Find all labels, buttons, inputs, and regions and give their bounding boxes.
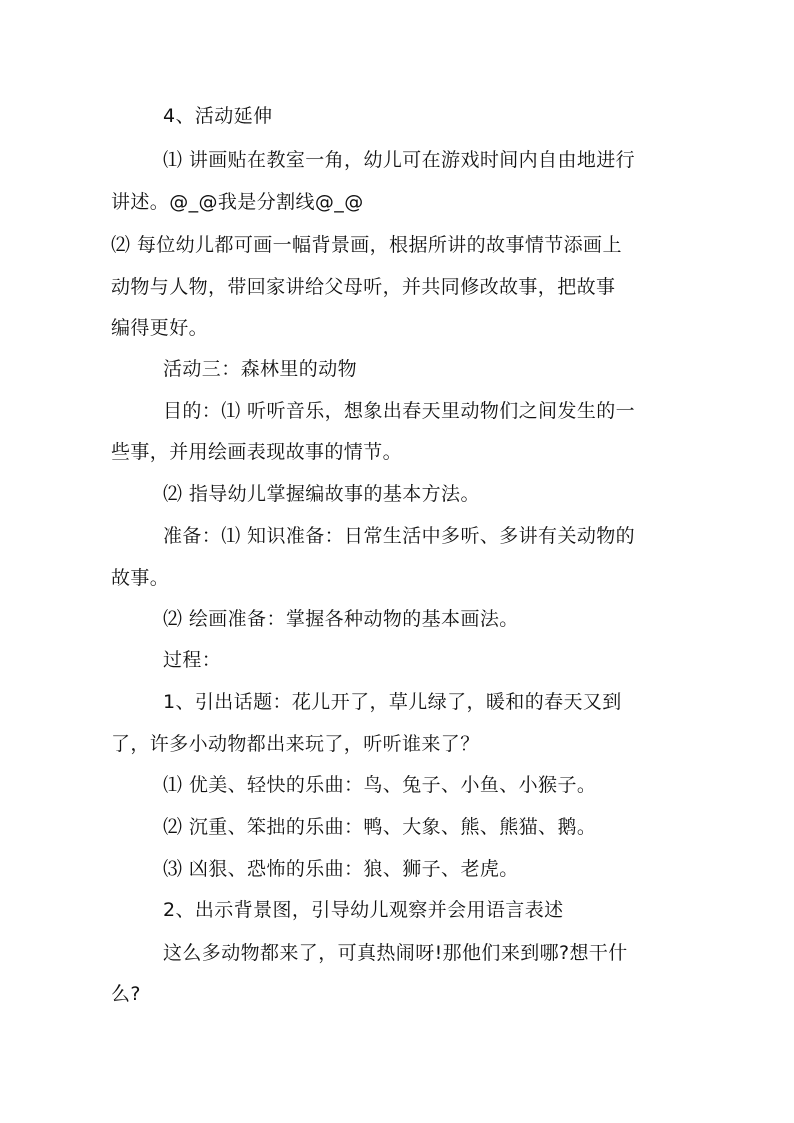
- list-item: ⑶ 凶狠、恐怖的乐曲：狼、狮子、老虎。: [163, 858, 519, 880]
- paragraph-line: 故事。: [111, 567, 170, 589]
- paragraph-line: ⑵ 绘画准备：掌握各种动物的基本画法。: [163, 608, 519, 630]
- paragraph-line: 讲述。@_@我是分割线@_@: [111, 191, 364, 213]
- section-heading-process: 过程：: [163, 649, 222, 671]
- paragraph-line: ⑵ 指导幼儿掌握编故事的基本方法。: [163, 483, 480, 505]
- paragraph-line: 这么多动物都来了，可真热闹呀!那他们来到哪?想干什: [163, 942, 628, 964]
- section-heading-activity-three: 活动三：森林里的动物: [163, 358, 358, 380]
- paragraph-line: 编得更好。: [111, 317, 209, 339]
- paragraph-line: ⑴ 讲画贴在教室一角，幼儿可在游戏时间内自由地进行: [163, 149, 636, 171]
- paragraph-line: 2、出示背景图，引导幼儿观察并会用语言表述: [163, 899, 564, 921]
- paragraph-line: 了，许多小动物都出来玩了，听听谁来了？: [111, 733, 480, 755]
- list-item: ⑵ 沉重、笨拙的乐曲：鸭、大象、熊、熊猫、鹅。: [163, 816, 597, 838]
- section-heading-activity-extension: 4、活动延伸: [163, 105, 273, 127]
- paragraph-line: 动物与人物，带回家讲给父母听，并共同修改故事，把故事: [111, 276, 616, 298]
- list-item: ⑴ 优美、轻快的乐曲：鸟、兔子、小鱼、小猴子。: [163, 774, 597, 796]
- paragraph-line: 么?: [111, 983, 141, 1005]
- paragraph-line: ⑵ 每位幼儿都可画一幅背景画，根据所讲的故事情节添画上: [111, 234, 622, 256]
- paragraph-line: 准备：⑴ 知识准备：日常生活中多听、多讲有关动物的: [163, 525, 636, 547]
- paragraph-line: 1、引出话题：花儿开了，草儿绿了，暖和的春天又到: [163, 691, 622, 713]
- paragraph-line: 目的：⑴ 听听音乐，想象出春天里动物们之间发生的一: [163, 400, 636, 422]
- paragraph-line: 些事，并用绘画表现故事的情节。: [111, 441, 403, 463]
